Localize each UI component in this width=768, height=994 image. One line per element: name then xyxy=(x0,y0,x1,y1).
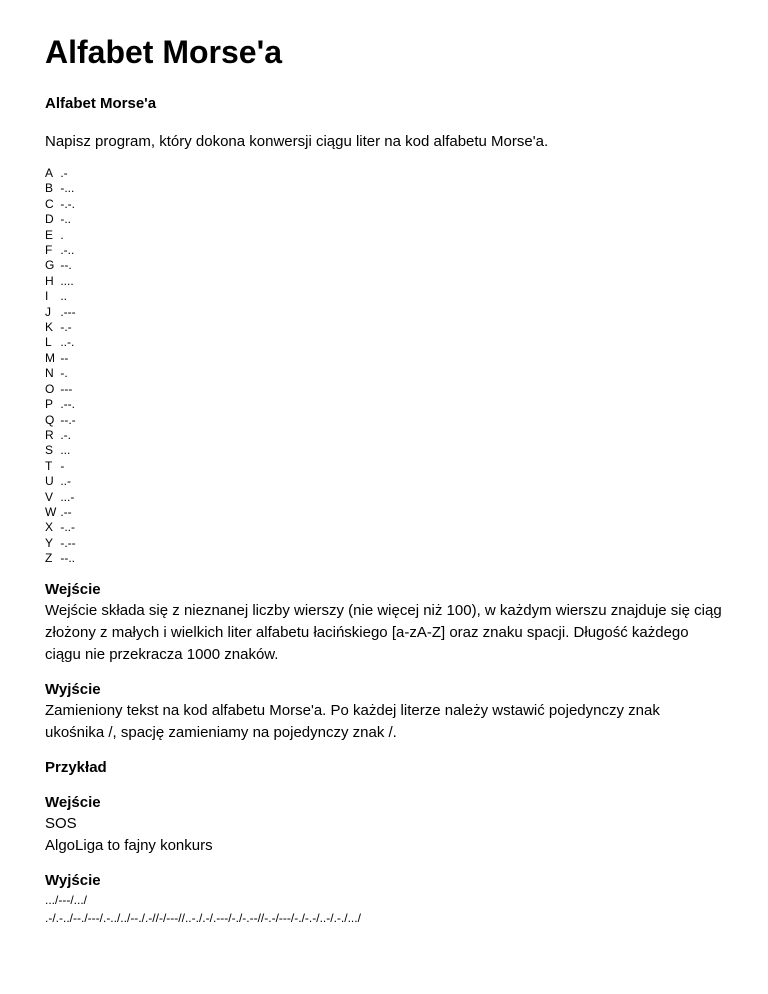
example-input-line: SOS xyxy=(45,814,77,832)
example-heading: Przykład xyxy=(45,758,107,776)
morse-row xyxy=(45,335,723,350)
morse-code: .--. xyxy=(60,397,76,412)
morse-letter: J xyxy=(45,304,51,319)
morse-code: . xyxy=(60,227,64,242)
morse-letter: N xyxy=(45,366,54,381)
morse-code: --. xyxy=(60,258,72,273)
morse-code: -.-. xyxy=(60,196,76,211)
page-title: Alfabet Morse'a xyxy=(45,34,282,70)
example-input-heading: Wejście xyxy=(45,793,101,811)
morse-letter: Q xyxy=(45,412,55,427)
morse-letter: H xyxy=(45,273,54,288)
morse-code: .-.. xyxy=(60,243,75,258)
morse-letter: E xyxy=(45,227,54,242)
morse-row xyxy=(45,305,723,320)
problem-intro: Napisz program, który dokona konwersji ciągu liter na kod alfabetu Morse'a. xyxy=(45,133,549,150)
morse-code: --.. xyxy=(60,551,76,566)
morse-row xyxy=(45,413,723,428)
morse-code: -.. xyxy=(60,212,72,227)
morse-code: ..-. xyxy=(60,335,75,350)
example-input xyxy=(45,792,723,857)
morse-letter: M xyxy=(45,350,55,365)
morse-code: .-- xyxy=(60,504,72,519)
morse-letter: P xyxy=(45,397,54,412)
morse-letter: T xyxy=(45,458,53,473)
example-input-line: AlgoLiga to fajny konkurs xyxy=(45,836,213,854)
morse-row xyxy=(45,258,723,273)
morse-row xyxy=(45,490,723,505)
morse-letter: Z xyxy=(45,551,53,566)
morse-code: --- xyxy=(60,381,73,396)
morse-row xyxy=(45,520,723,535)
morse-row xyxy=(45,243,723,258)
example-output-line: .../---/.../ xyxy=(45,892,87,907)
example-output-line: .-/.-../--./---/.-../../--./.-//-/---//..-./.-/.---/-./-.--//-.-/---/-./-.-/..-/.-./.../ xyxy=(45,910,361,925)
morse-row xyxy=(45,166,723,181)
morse-row xyxy=(45,274,723,289)
output-description: Zamieniony tekst na kod alfabetu Morse'a. Po każdej literze należy wstawić pojedynczy znak ukośnika /, spację zamieniamy na pojedynczy znak /. xyxy=(45,701,660,741)
morse-code: .-. xyxy=(60,427,72,442)
morse-letter: S xyxy=(45,443,54,458)
input-description: Wejście składa się z nieznanej liczby wierszy (nie więcej niż 100), w każdym wierszu znajduje się ciąg złożony z małych i wielkich liter alfabetu łacińskiego [a-zA-Z] oraz znaku spacji. Długość każdego ciągu nie przekracza 1000 znaków. xyxy=(45,601,722,663)
morse-code: -.-- xyxy=(60,535,76,550)
morse-row xyxy=(45,551,723,566)
morse-row xyxy=(45,181,723,196)
input-heading: Wejście xyxy=(45,580,101,598)
example-output xyxy=(45,870,723,927)
output-section xyxy=(45,679,723,744)
morse-row xyxy=(45,351,723,366)
morse-row xyxy=(45,320,723,335)
morse-code: -..- xyxy=(60,520,76,535)
morse-row xyxy=(45,197,723,212)
morse-letter: O xyxy=(45,381,55,396)
morse-letter: D xyxy=(45,212,54,227)
morse-letter: U xyxy=(45,474,54,489)
morse-code: -... xyxy=(60,181,75,196)
morse-letter: A xyxy=(45,166,54,180)
morse-row xyxy=(45,505,723,520)
morse-row xyxy=(45,428,723,443)
morse-row xyxy=(45,397,723,412)
morse-code: .--- xyxy=(60,304,76,319)
morse-letter: K xyxy=(45,320,54,335)
morse-row xyxy=(45,289,723,304)
morse-row xyxy=(45,536,723,551)
morse-letter: Y xyxy=(45,535,54,550)
morse-letter: L xyxy=(45,335,52,350)
morse-code: -.- xyxy=(60,320,72,335)
morse-letter: G xyxy=(45,258,55,273)
morse-code: -. xyxy=(60,366,68,381)
morse-row xyxy=(45,459,723,474)
morse-letter: V xyxy=(45,489,54,504)
output-heading: Wyjście xyxy=(45,680,101,698)
morse-code: .- xyxy=(60,166,68,180)
morse-code: ..- xyxy=(60,474,72,489)
morse-row xyxy=(45,382,723,397)
morse-code: .. xyxy=(60,289,68,304)
morse-code: -- xyxy=(60,350,69,365)
example-output-heading: Wyjście xyxy=(45,871,101,889)
input-section xyxy=(45,579,723,666)
morse-code-table xyxy=(45,166,723,567)
morse-letter: B xyxy=(45,181,54,196)
morse-code: .... xyxy=(60,273,74,288)
morse-letter: C xyxy=(45,196,54,211)
morse-row xyxy=(45,474,723,489)
morse-letter: X xyxy=(45,520,54,535)
morse-code: --.- xyxy=(60,412,76,427)
morse-row xyxy=(45,443,723,458)
morse-row xyxy=(45,366,723,381)
morse-code: ...- xyxy=(60,489,75,504)
morse-code: ... xyxy=(60,443,71,458)
morse-row xyxy=(45,228,723,243)
morse-letter: W xyxy=(45,504,57,519)
morse-letter: I xyxy=(45,289,49,304)
morse-letter: R xyxy=(45,427,54,442)
morse-letter: F xyxy=(45,243,53,258)
morse-row xyxy=(45,212,723,227)
morse-code: - xyxy=(60,458,65,473)
problem-subtitle: Alfabet Morse'a xyxy=(45,95,157,112)
